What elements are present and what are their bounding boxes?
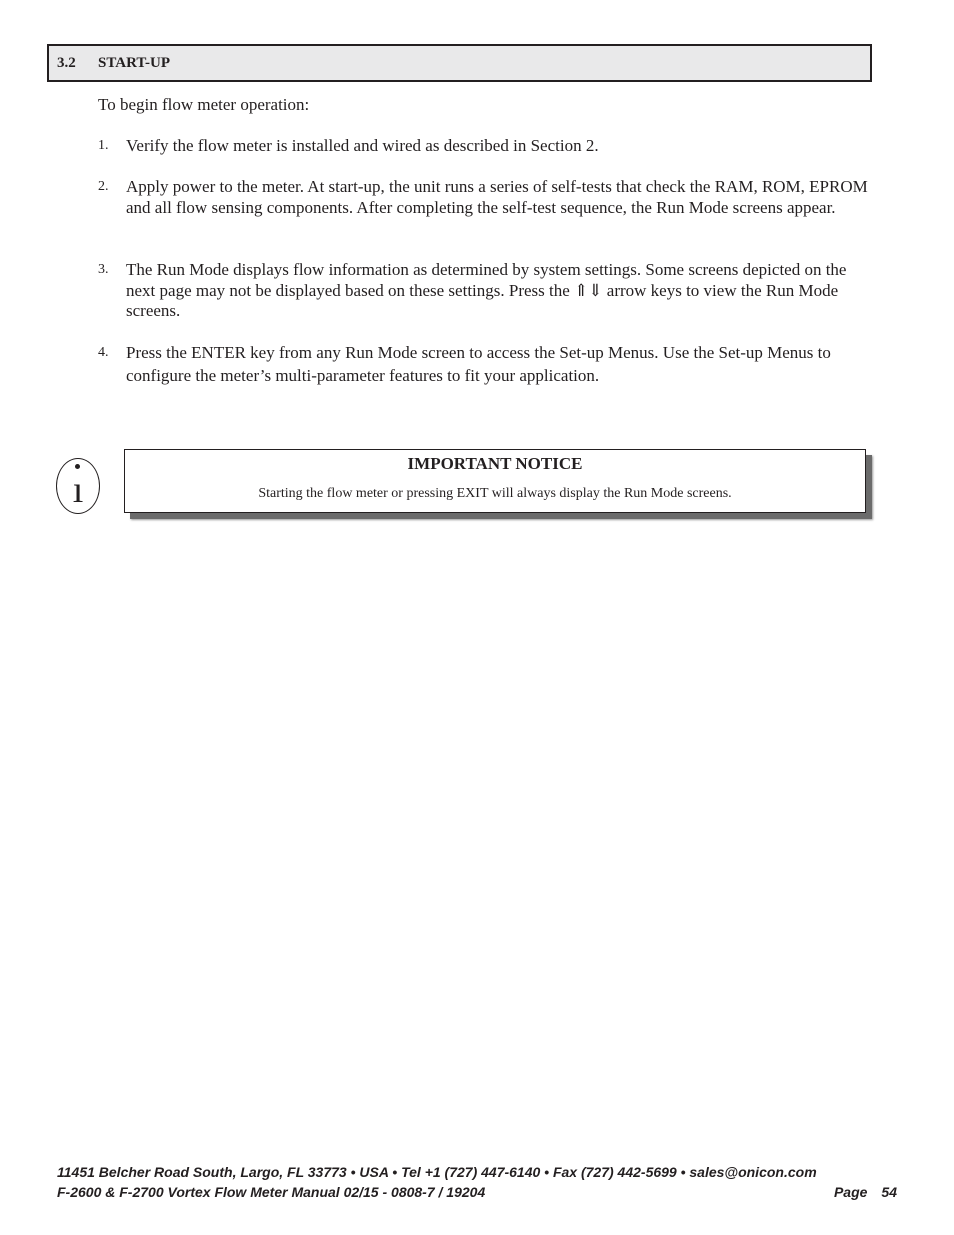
step-number: 1.: [98, 138, 109, 153]
page-label: Page: [833, 1184, 868, 1200]
list-item: [98, 136, 599, 157]
step-number: 4.: [98, 345, 109, 360]
footer-manual: [57, 1183, 897, 1201]
page-number-value: 54: [881, 1184, 897, 1200]
step-text: Press the ENTER key from any Run Mode screen to access the Set-up Menus. Use the Set-up Menus to configure the meter’s multi-parameter features to fit your application.: [126, 343, 831, 385]
list-item: [98, 177, 868, 218]
section-number: 3.2: [57, 55, 76, 71]
step-number: 2.: [98, 179, 109, 194]
step-text: Apply power to the meter. At start-up, the unit runs a series of self-tests that check the RAM, ROM, EPROM and all flow sensing components. After completing the self-test sequence, the Run Mode screens appear.: [126, 177, 868, 217]
section-title: START-UP: [98, 55, 170, 71]
notice-body: Starting the flow meter or pressing EXIT will always display the Run Mode screens.: [258, 486, 732, 501]
notice-heading: IMPORTANT NOTICE: [407, 454, 583, 473]
step-text: The Run Mode displays flow information as determined by system settings. Some screens depicted on the next page may not be displayed based on these settings. Press the ⇑⇓ arrow keys to view the Run Mode screens.: [126, 260, 847, 320]
footer-address: [57, 1163, 897, 1181]
page-number: [834, 1183, 897, 1201]
list-item: [98, 341, 868, 387]
footer-manual-text: F-2600 & F-2700 Vortex Flow Meter Manual 02/15 - 0808-7 / 19204: [57, 1184, 486, 1200]
list-item: [98, 260, 868, 322]
section-header: [47, 44, 872, 82]
footer-address-text: 11451 Belcher Road South, Largo, FL 33773 • USA • Tel +1 (727) 447-6140 • Fax (727) 442-5699 • sales@onicon.com: [57, 1164, 817, 1180]
intro-text: To begin flow meter operation:: [98, 95, 310, 114]
info-icon: [56, 458, 100, 514]
step-number: 3.: [98, 262, 109, 277]
step-text: Verify the flow meter is installed and wired as described in Section 2.: [126, 136, 599, 155]
info-icon-stem: ı: [72, 469, 84, 511]
important-notice-box: [124, 449, 866, 513]
